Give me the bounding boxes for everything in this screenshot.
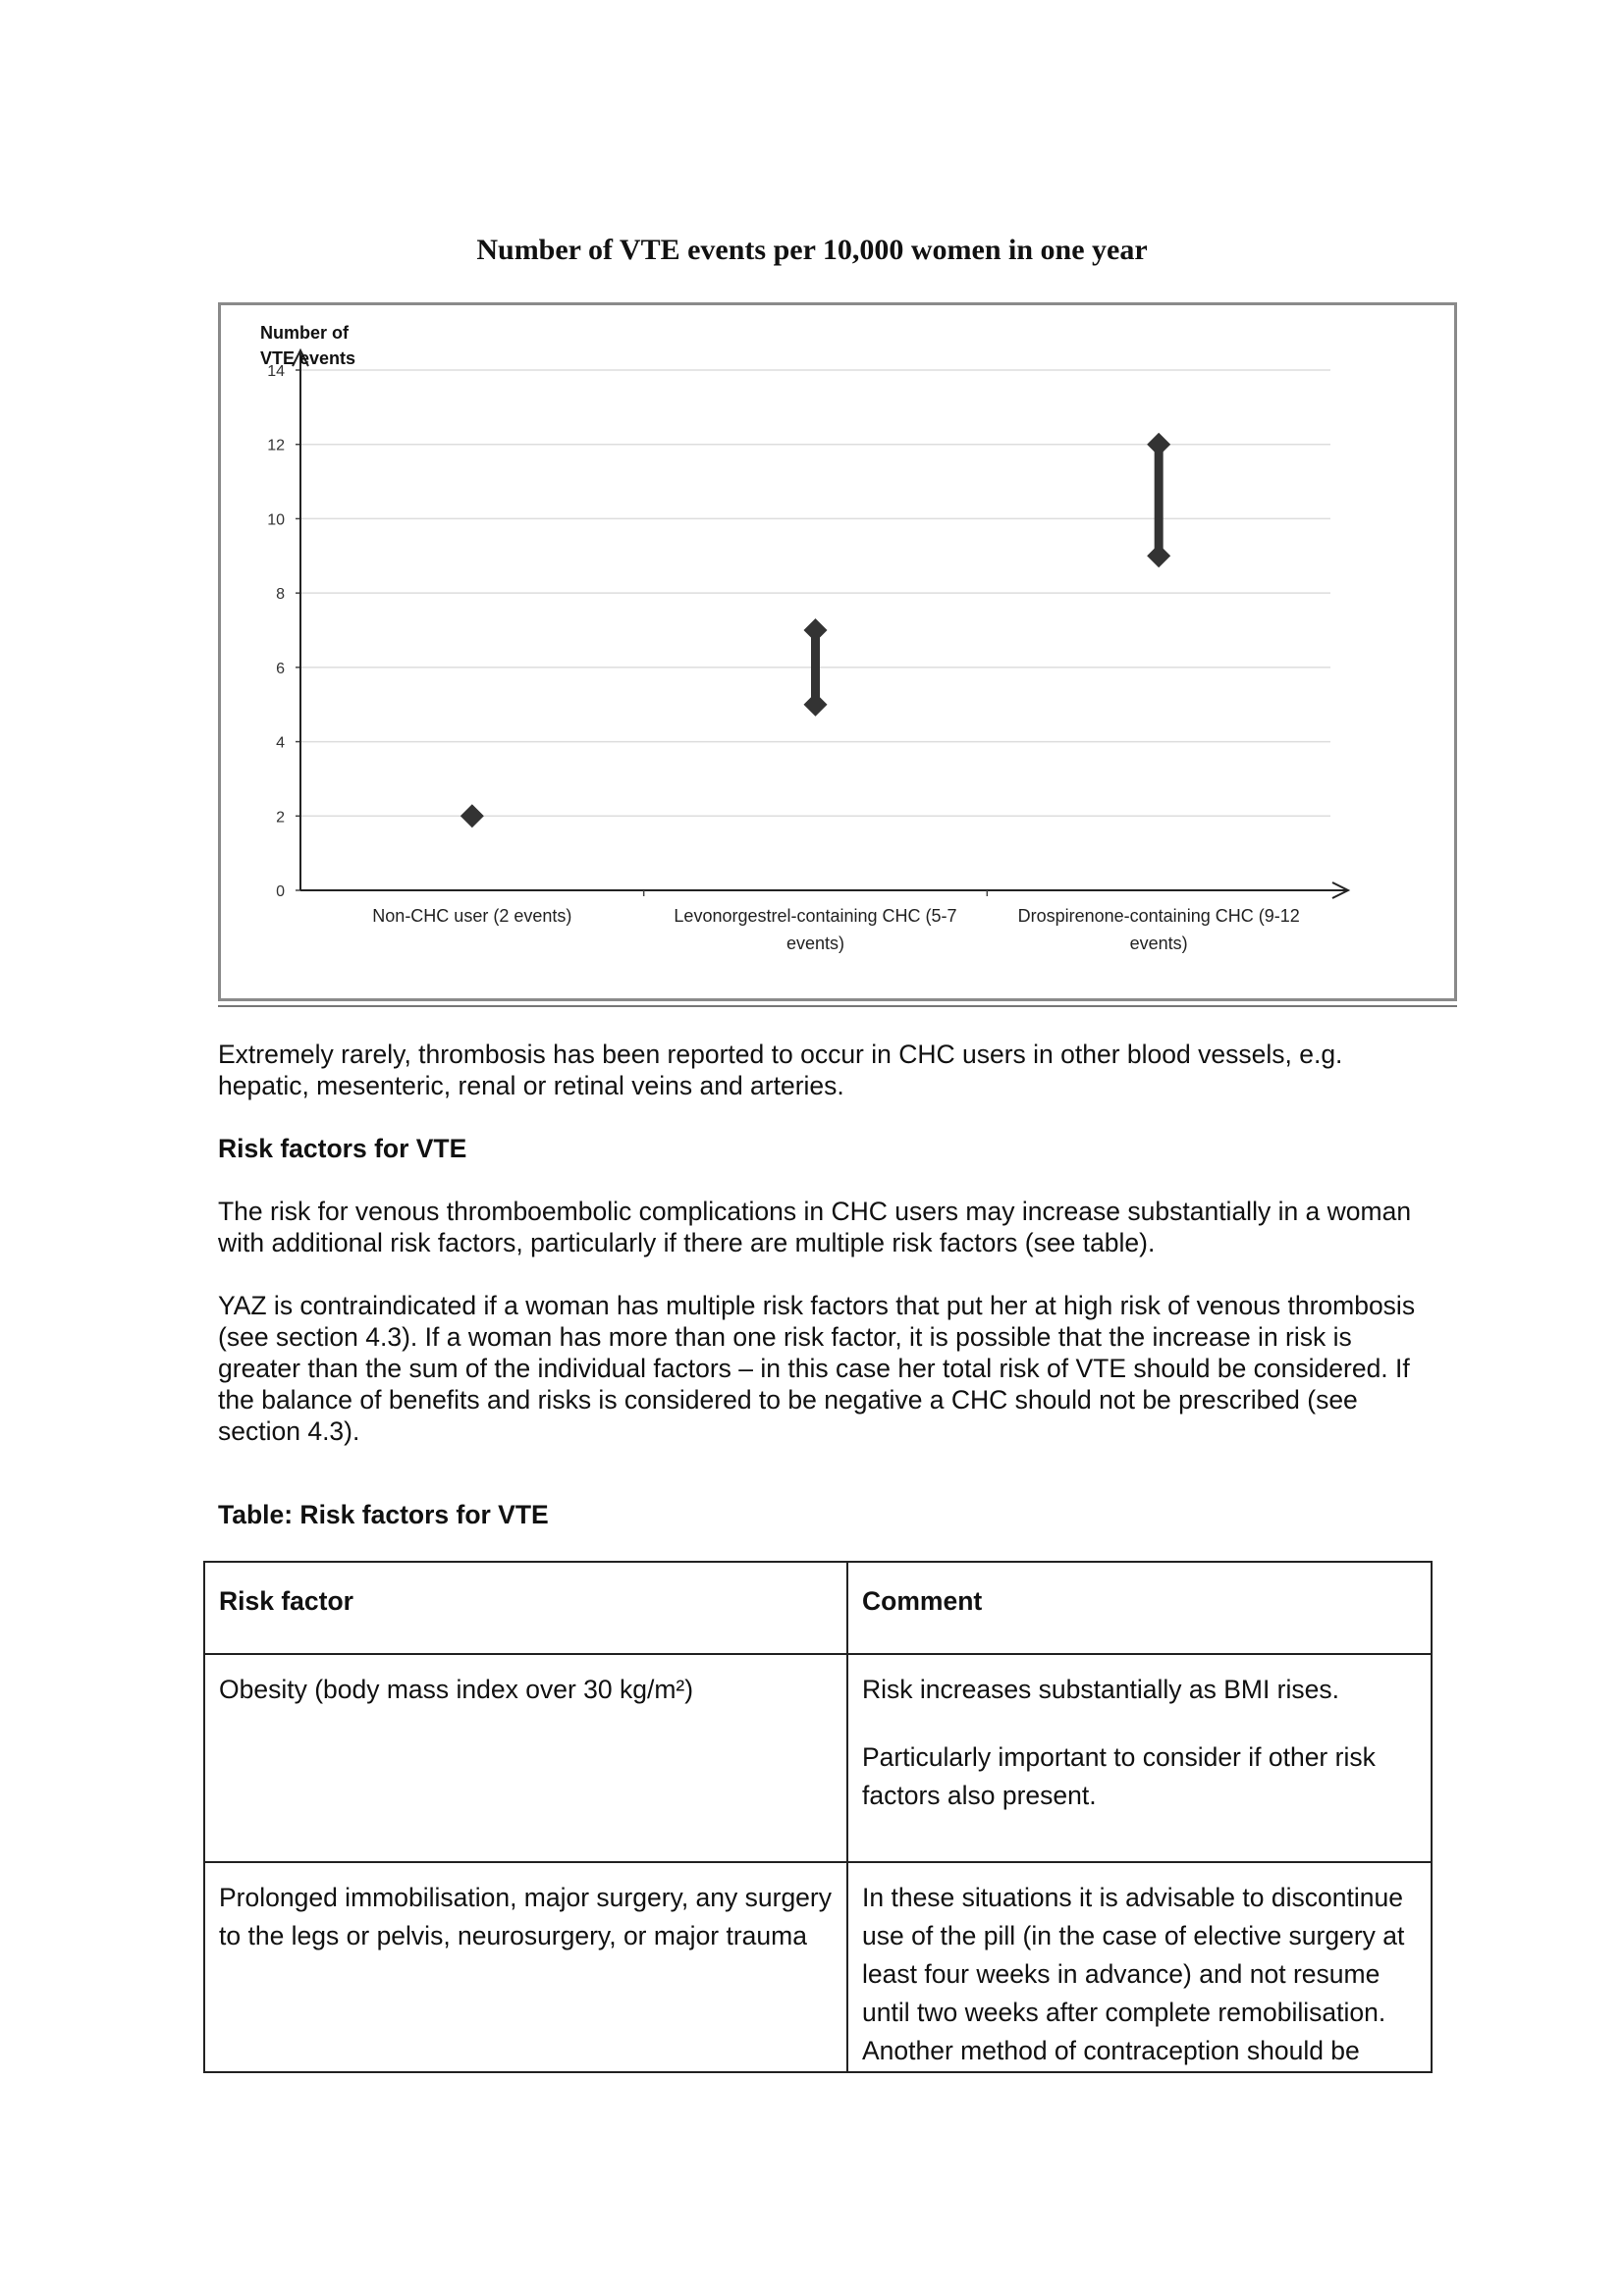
category-label: Levonorgestrel-containing CHC (5-7 [674,906,957,926]
category-label: Drospirenone-containing CHC (9-12 [1017,906,1300,926]
chart-frame [218,302,1457,1001]
risk-factor-text: Obesity (body mass index over 30 kg/m²) [219,1675,694,1704]
header-comment: Comment [847,1562,1432,1654]
range-low-marker [460,804,484,828]
range-high-marker [804,618,828,642]
table-caption: Table: Risk factors for VTE [218,1500,549,1529]
range-high-marker [1147,433,1170,456]
vte-range-chart [221,305,1454,998]
y-tick-label: 4 [276,734,285,752]
category-label: events) [1129,934,1188,953]
range-low-marker [1147,544,1170,567]
header-risk-factor: Risk factor [204,1562,847,1654]
heading-risk-factors: Risk factors for VTE [218,1134,467,1163]
paragraph-risk-increase: The risk for venous thromboembolic complications in CHC users may increase substantially in a woman with additional risk factors, particularly if there are multiple risk factors (see table). [218,1197,1412,1257]
table-row [204,1654,1432,1862]
y-axis-label: VTE events [260,348,356,368]
y-tick-label: 2 [276,809,285,827]
risk-factors-table [203,1561,1433,2073]
range-low-marker [804,693,828,717]
y-axis-label: Number of [260,323,349,343]
y-tick-label: 0 [276,883,285,900]
y-tick-label: 8 [276,586,285,604]
table-row [204,1862,1432,2072]
comment-cell [847,1862,1432,2072]
paragraph-other-vessels: Extremely rarely, thrombosis has been reported to occur in CHC users in other blood vessels, e.g. hepatic, mesenteric, renal or retinal veins and arteries. [218,1040,1343,1100]
comment-text: Risk increases substantially as BMI rises. [862,1675,1339,1704]
comment-text: Particularly important to consider if other risk factors also present. [862,1742,1376,1810]
comment-cell [847,1654,1432,1862]
y-tick-label: 10 [267,511,285,529]
paragraph-contraindication: YAZ is contraindicated if a woman has multiple risk factors that put her at high risk of venous thrombosis (see section 4.3). If a woman has more than one risk factor, it is possible that the increase in risk is greater than the sum of the individual factors – in this case her total risk of VTE should be considered. If the balance of benefits and risks is considered to be negative a CHC should not be prescribed (see section 4.3). [218,1291,1416,1446]
chart-bottom-rule [218,1005,1457,1007]
y-tick-label: 12 [267,437,285,454]
category-label: Non-CHC user (2 events) [372,906,572,926]
risk-factor-cell [204,1654,847,1862]
risk-factor-cell [204,1862,847,2072]
category-label: events) [785,934,845,953]
table-header-row [204,1562,1432,1654]
y-tick-label: 14 [267,363,285,380]
y-tick-label: 6 [276,660,285,677]
comment-text: In these situations it is advisable to discontinue use of the pill (in the case of elective surgery at least four weeks in advance) and not resume until two weeks after complete remobilisation. Another method of contraception should be [862,1883,1405,2065]
risk-factor-text: Prolonged immobilisation, major surgery, any surgery to the legs or pelvis, neurosurgery, or major trauma [219,1883,832,1950]
chart-title: Number of VTE events per 10,000 women in one year [476,234,1148,266]
